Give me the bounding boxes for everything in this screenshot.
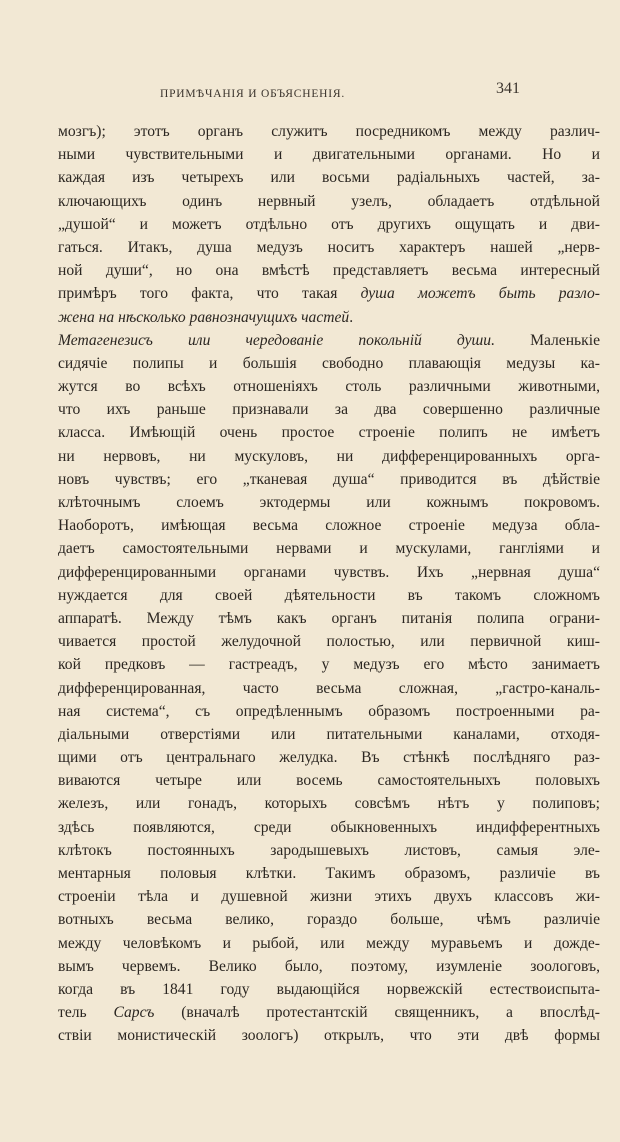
text-run: жутся во всѣхъ отношеніяхъ столь различными животными,: [58, 378, 600, 396]
italic-run: жена на нѣсколько равнозначущихъ частей: [58, 308, 350, 326]
text-line: [58, 955, 600, 978]
text-run: здѣсь появляются, среди обыкновенныхъ индифферентныхъ: [58, 818, 600, 836]
text-run: ствіи монистическій зоологъ) открылъ, что эти двѣ формы: [58, 1027, 600, 1045]
italic-run: душа можетъ быть разло-: [360, 285, 600, 303]
text-line: [58, 259, 600, 282]
text-run: кой предковъ — гастреадъ, у медузъ его мѣсто занимаетъ: [58, 656, 600, 674]
text-line: [58, 700, 600, 723]
text-line: [58, 352, 600, 375]
text-line: [58, 120, 600, 143]
text-line: [58, 190, 600, 213]
text-run: виваются четыре или восемь самостоятельныхъ половыхъ: [58, 772, 600, 790]
text-run: „душой“ и можетъ отдѣльно отъ другихъ ощущать и дви-: [58, 215, 600, 233]
page-number: 341: [496, 80, 520, 97]
italic-run: Сарсъ: [113, 1004, 155, 1022]
text-line: [58, 1001, 600, 1024]
text-run: ная система“, съ опредѣленнымъ образомъ построенными ра-: [58, 702, 600, 720]
text-line: [58, 514, 600, 537]
text-line: [58, 746, 600, 769]
text-line: [58, 468, 600, 491]
text-line: [58, 723, 600, 746]
text-run: вотныхъ весьма велико, гораздо больше, чѣмъ различіе: [58, 911, 600, 929]
running-head: ПРИМѢЧАНІЯ И ОБЪЯСНЕНІЯ.: [160, 88, 346, 100]
text-line: [58, 630, 600, 653]
text-run: ными чувствительными и двигательными органами. Но и: [58, 146, 600, 164]
text-line: [58, 445, 600, 468]
text-line: [58, 166, 600, 189]
text-line: [58, 282, 600, 305]
text-line: [58, 236, 600, 259]
text-run: Наоборотъ, имѣющая весьма сложное строеніе медуза обла-: [58, 517, 600, 535]
text-line: [58, 908, 600, 931]
text-line: [58, 306, 600, 329]
text-line: [58, 862, 600, 885]
text-line: [58, 491, 600, 514]
text-run: .: [349, 308, 354, 326]
text-run: когда въ 1841 году выдающійся норвежскій естествоиспыта-: [58, 980, 600, 998]
text-line: [58, 398, 600, 421]
text-run: строеніи тѣла и душевной жизни этихъ двухъ классовъ жи-: [58, 888, 600, 906]
text-run: (вначалѣ протестантскій священникъ, а впослѣд-: [154, 1004, 600, 1022]
text-line: [58, 329, 600, 352]
text-run: діальными отверстіями или питательными каналами, отходя-: [58, 725, 600, 743]
text-run: даетъ самостоятельными нервами и мускулами, гангліями и: [58, 540, 600, 558]
text-run: чивается простой желудочной полостью, или первичной киш-: [58, 633, 600, 651]
text-run: ментарныя половыя клѣтки. Такимъ образомъ, различіе въ: [58, 865, 600, 882]
text-line: [58, 932, 600, 955]
text-run: класса. Имѣющій очень простое строеніе полипъ не имѣетъ: [58, 424, 600, 442]
text-run: новъ чувствъ; его „тканевая душа“ приводится въ дѣйствіе: [58, 470, 600, 488]
text-line: [58, 213, 600, 236]
text-run: дифференцированными органами чувствъ. Ихъ „нервная душа“: [58, 563, 600, 581]
italic-run: Метагенезисъ или чередованіе покольній души.: [58, 331, 495, 349]
text-run: ной души“, но она вмѣстѣ представляетъ весьма интересный: [58, 262, 600, 280]
text-run: примѣръ того факта, что такая: [58, 285, 361, 303]
text-line: [58, 561, 600, 584]
text-line: [58, 839, 600, 862]
text-run: Маленькіе: [495, 331, 600, 349]
text-run: вымъ червемъ. Велико было, поэтому, изумленіе зоологовъ,: [58, 957, 600, 975]
text-run: аппаратѣ. Между тѣмъ какъ органъ питанія полипа ограни-: [58, 609, 600, 627]
text-run: что ихъ раньше признавали за два совершенно различные: [58, 401, 600, 419]
text-line: [58, 653, 600, 676]
text-run: гаться. Итакъ, душа медузъ носитъ характеръ нашей „нерв-: [58, 238, 600, 256]
text-run: ключающихъ одинъ нервный узелъ, обладаетъ отдѣльной: [58, 192, 600, 210]
text-line: [58, 375, 600, 398]
text-run: щими отъ центральнаго желудка. Въ стѣнкѣ послѣдняго раз-: [58, 749, 600, 767]
text-line: [58, 421, 600, 444]
text-line: [58, 584, 600, 607]
text-run: мозгъ); этотъ органъ служитъ посредникомъ между различ-: [58, 123, 600, 140]
text-run: сидячіе полипы и большія свободно плавающія медузы ка-: [58, 354, 600, 372]
text-run: клѣточнымъ слоемъ эктодермы или кожнымъ покровомъ.: [58, 494, 600, 511]
text-run: клѣтокъ постоянныхъ зародышевыхъ листовъ, самыя эле-: [58, 841, 600, 859]
text-run: между человѣкомъ и рыбой, или между муравьемъ и дожде-: [58, 934, 600, 952]
text-line: [58, 885, 600, 908]
text-line: [58, 1024, 600, 1047]
text-line: [58, 143, 600, 166]
text-line: [58, 607, 600, 630]
text-line: [58, 792, 600, 815]
text-line: [58, 978, 600, 1001]
text-line: [58, 816, 600, 839]
text-run: каждая изъ четырехъ или восьми радіальныхъ частей, за-: [58, 169, 600, 187]
body-text: [58, 120, 600, 1048]
text-run: ни нервовъ, ни мускуловъ, ни дифференцированныхъ орга-: [58, 447, 600, 465]
text-run: тель: [58, 1004, 114, 1022]
text-run: железъ, или гонадъ, которыхъ совсѣмъ нѣтъ у полиповъ;: [58, 795, 600, 813]
text-line: [58, 677, 600, 700]
text-run: нуждается для своей дѣятельности въ такомъ сложномъ: [58, 586, 600, 604]
text-line: [58, 537, 600, 560]
text-run: дифференцированная, часто весьма сложная, „гастро-каналь-: [58, 679, 600, 697]
text-line: [58, 769, 600, 792]
